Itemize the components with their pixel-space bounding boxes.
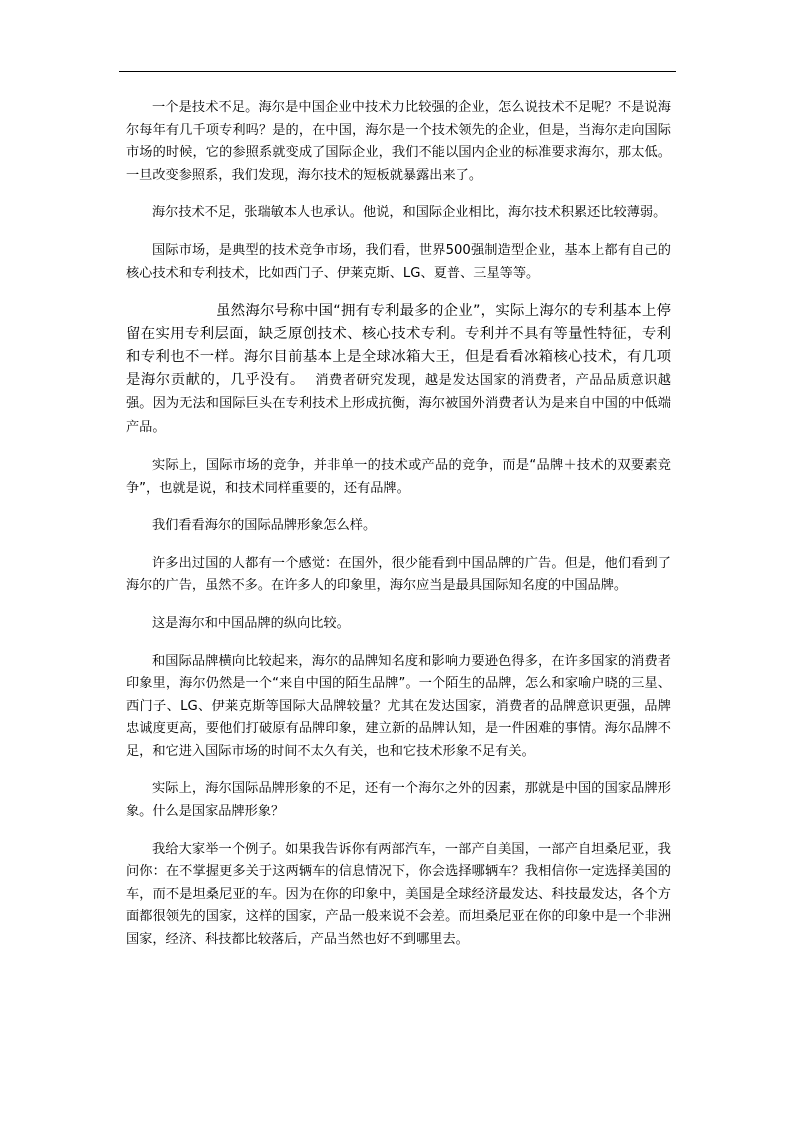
paragraph-1: 一个是技术不足。海尔是中国企业中技术力比较强的企业，怎么说技术不足呢？不是说海尔每年有几千项专利吗？是的，在中国，海尔是一个技术领先的企业，但是，当海尔走向国际市场的时候，它的参照系就变成了国际企业，我们不能以国内企业的标准要求海尔，那太低。一旦改变参照系，我们发现，海尔技术的短板就暴露出来了。 (126, 100, 671, 183)
header-rule (119, 71, 676, 72)
paragraph-4-part-1: 虽然海尔号称中国“拥有专利最多的企业”，实际上海尔的专利基本上停留在实用专利层面，缺乏原创技术、核心技术专利。专利并不具有等量性特征，专利和专利也不一样。海尔目前基本上是全球冰箱大王，但是看看冰箱核心技术，有几项是海尔贡献的，几乎没有。 (126, 303, 671, 388)
paragraph-9: 和国际品牌横向比较起来，海尔的品牌知名度和影响力要逊色得多，在许多国家的消费者印象里，海尔仍然是一个“来自中国的陌生品牌”。一个陌生的品牌，怎么和家喻户晓的三星、西门子、LG、伊莱克斯等国际大品牌较量？尤其在发达国家，消费者的品牌意识更强，品牌忠诚度更高，要他们打破原有品牌印象，建立新的品牌认知，是一件困难的事情。海尔品牌不足，和它进入国际市场的时间不太久有关，也和它技术形象不足有关。 (126, 653, 671, 759)
paragraph-10: 实际上，海尔国际品牌形象的不足，还有一个海尔之外的因素，那就是中国的国家品牌形象。什么是国家品牌形象？ (126, 781, 671, 820)
paragraph-4-part-2: 消费者研究发现，越是发达国家的消费者，产品品质意识越强。因为无法和国际巨头在专利技术上形成抗衡，海尔被国外消费者认为是来自中国的中低端产品。 (126, 372, 671, 436)
paragraph-7: 许多出过国的人都有一个感觉：在国外，很少能看到中国品牌的广告。但是，他们看到了海尔的广告，虽然不多。在许多人的印象里，海尔应当是最具国际知名度的中国品牌。 (126, 555, 671, 594)
paragraph-8: 这是海尔和中国品牌的纵向比较。 (152, 615, 350, 631)
paragraph-3: 国际市场，是典型的技术竞争市场，我们看，世界500强制造型企业，基本上都有自己的核心技术和专利技术，比如西门子、伊莱克斯、LG、夏普、三星等等。 (126, 242, 671, 281)
paragraph-2: 海尔技术不足，张瑞敏本人也承认。他说，和国际企业相比，海尔技术积累还比较薄弱。 (152, 205, 667, 221)
paragraph-5: 实际上，国际市场的竞争，并非单一的技术或产品的竞争，而是“品牌＋技术的双要素竞争”，也就是说，和技术同样重要的，还有品牌。 (126, 457, 671, 496)
paragraph-4 (126, 300, 671, 440)
paragraph-6: 我们看看海尔的国际品牌形象怎么样。 (152, 518, 377, 534)
document-body (126, 97, 671, 967)
paragraph-11: 我给大家举一个例子。如果我告诉你有两部汽车，一部产自美国，一部产自坦桑尼亚，我问你：在不掌握更多关于这两辆车的信息情况下，你会选择哪辆车？我相信你一定选择美国的车，而不是坦桑尼亚的车。因为在你的印象中，美国是全球经济最发达、科技最发达，各个方面都很领先的国家，这样的国家，产品一般来说不会差。而坦桑尼亚在你的印象中是一个非洲国家，经济、科技都比较落后，产品当然也好不到哪里去。 (126, 841, 671, 948)
